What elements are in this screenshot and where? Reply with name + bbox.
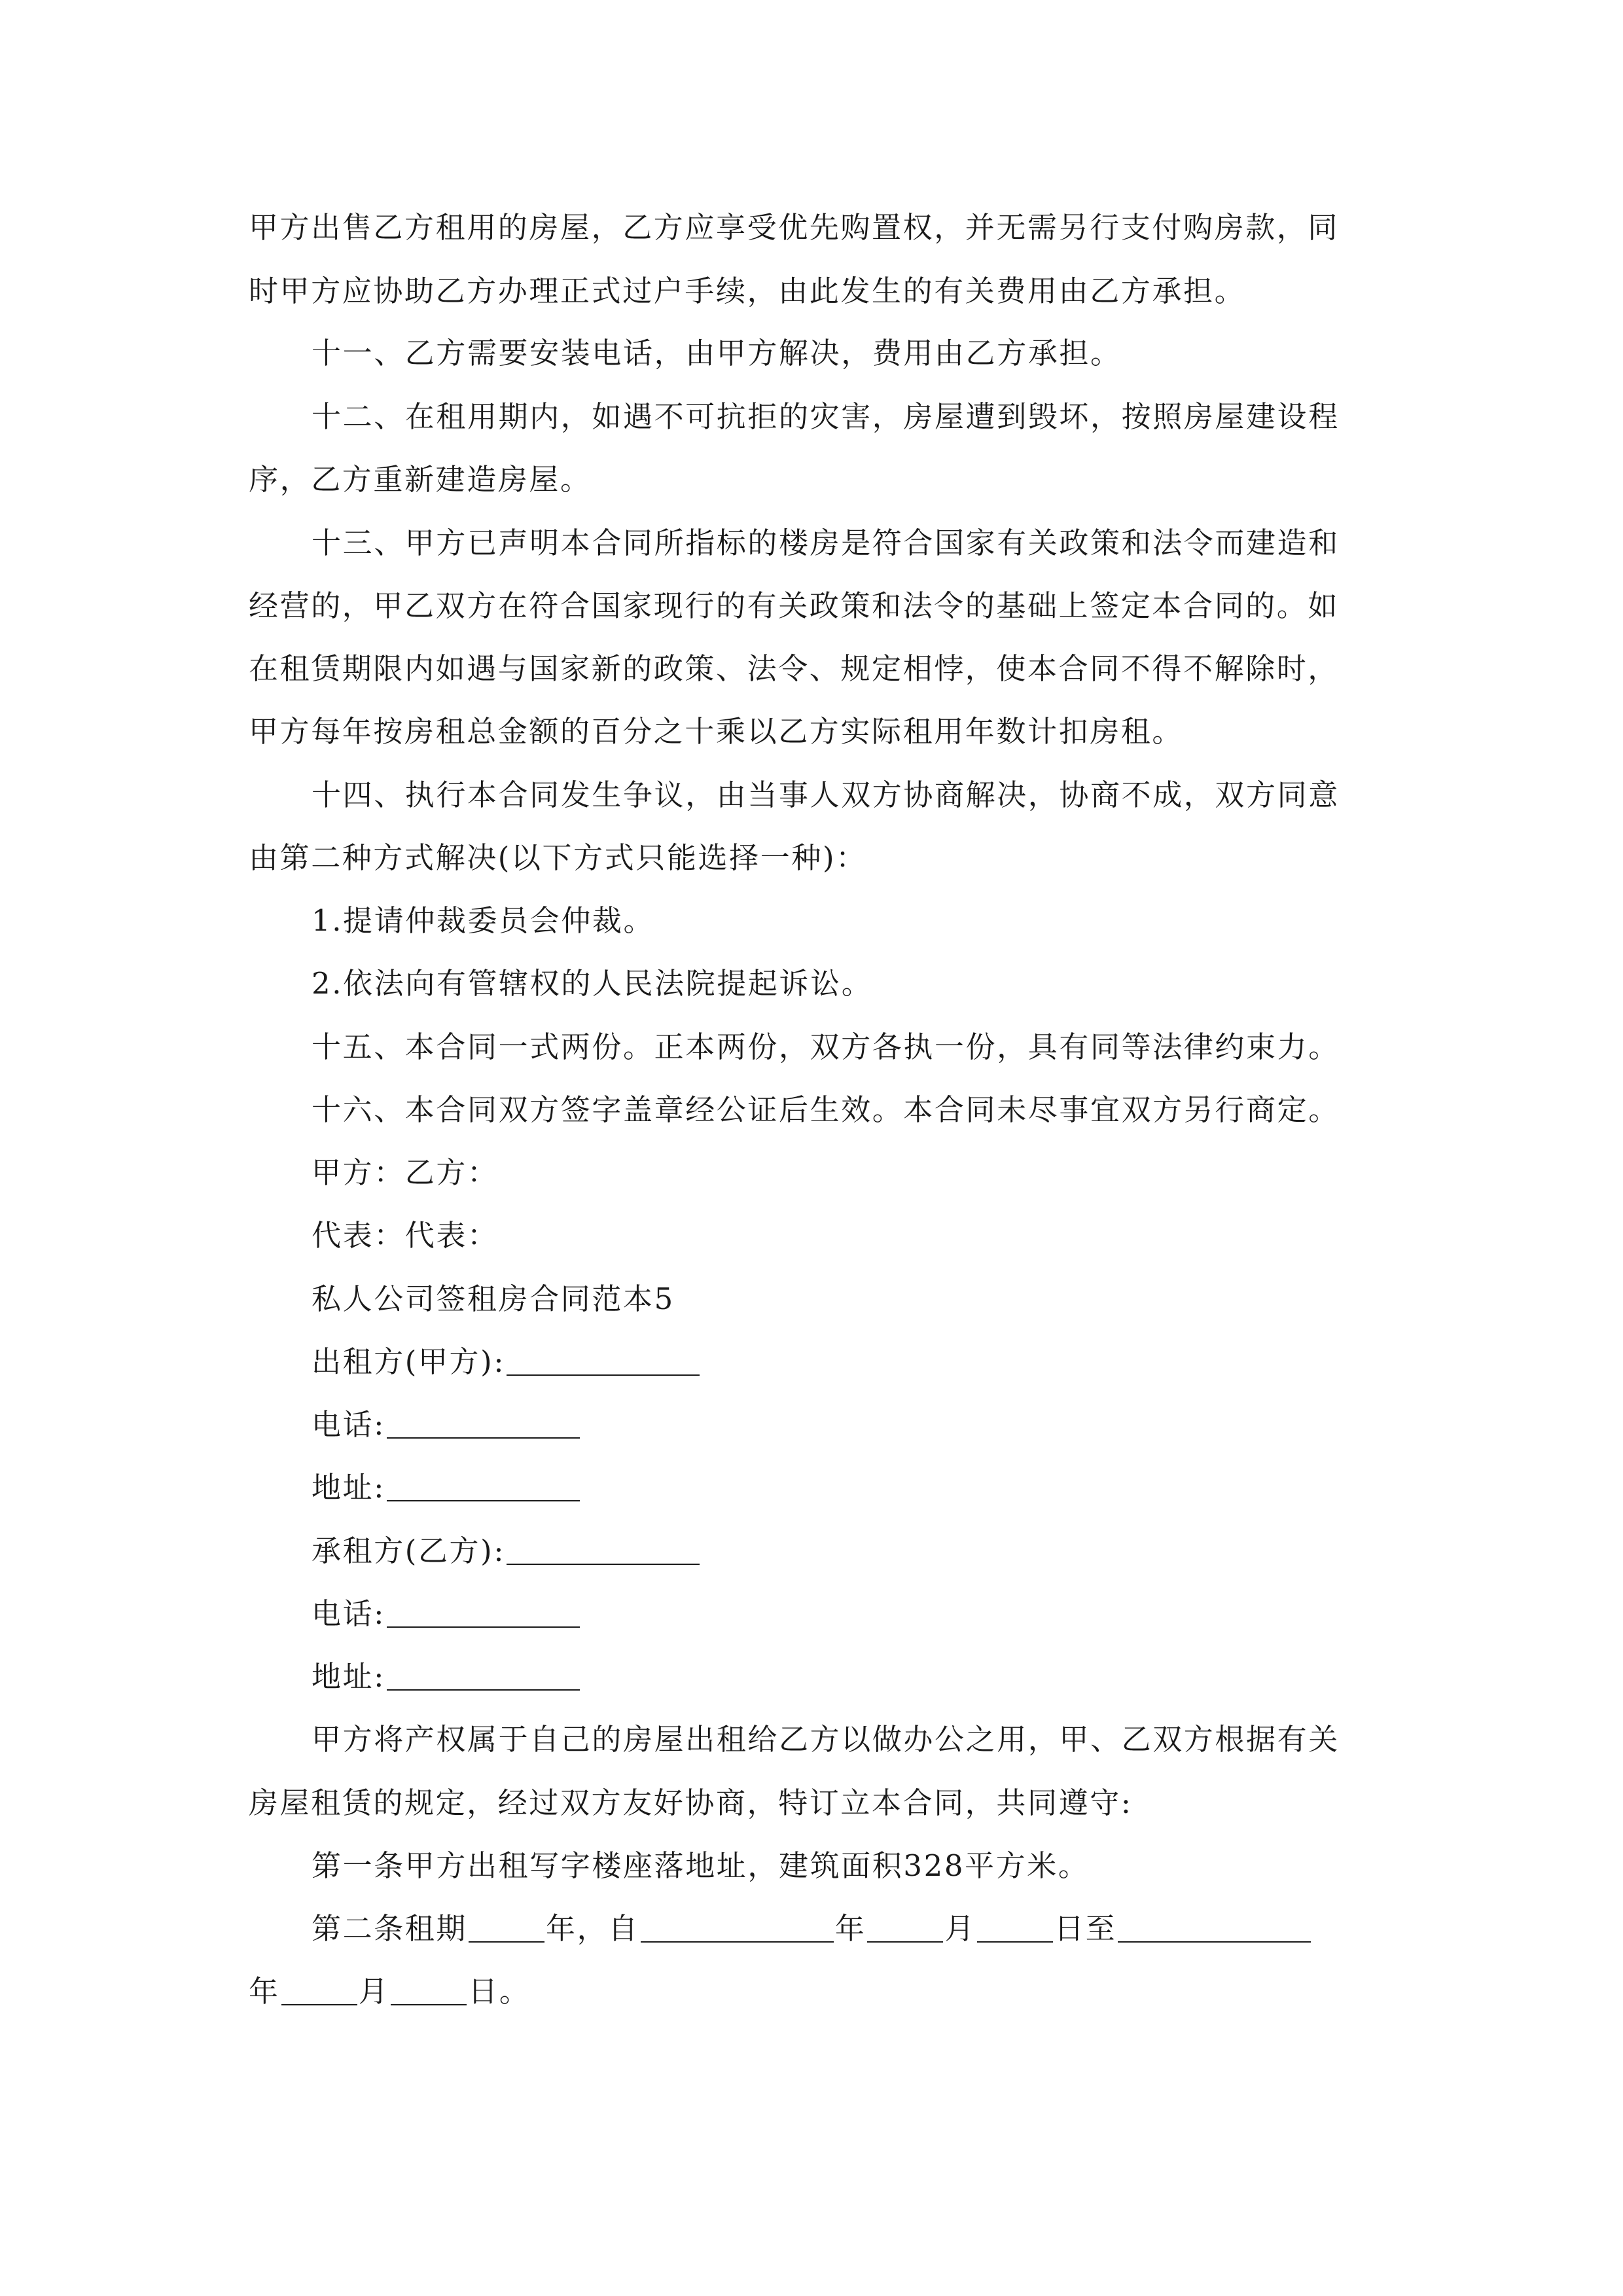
lessee-address-label: 地址: <box>312 1659 385 1694</box>
start-year-label: 年 <box>834 1911 866 1946</box>
paragraph-purchase-right-line2: 时甲方应协助乙方办理正式过户手续，由此发生的有关费用由乙方承担。 <box>249 274 1246 308</box>
end-day-label: 日。 <box>468 1974 531 2009</box>
lessee-address-field <box>312 1657 581 1696</box>
start-month-label: 月 <box>944 1911 976 1946</box>
clause-11: 十一、乙方需要安装电话，由甲方解决，费用由乙方承担。 <box>312 336 1122 370</box>
clause-12-line1: 十二、在租用期内，如遇不可抗拒的灾害，房屋遭到毁坏，按照房屋建设程 <box>312 399 1340 434</box>
section-title: 私人公司签租房合同范本5 <box>312 1282 675 1316</box>
clause-16: 十六、本合同双方签字盖章经公证后生效。本合同未尽事宜双方另行商定。 <box>312 1092 1340 1127</box>
lessee-label: 承租方(乙方): <box>312 1534 506 1568</box>
lessor-phone-label: 电话: <box>312 1407 385 1442</box>
start-month-blank[interactable] <box>867 1912 943 1943</box>
signature-representatives: 代表：代表： <box>312 1218 499 1253</box>
start-day-to-label: 日至 <box>1054 1911 1117 1946</box>
clause-14-line2: 由第二种方式解决(以下方式只能选择一种)： <box>249 840 867 875</box>
end-month-blank[interactable] <box>281 1975 357 2005</box>
lessor-label: 出租方(甲方): <box>312 1344 506 1379</box>
article-2-line2 <box>249 1972 530 2011</box>
lessor-address-blank[interactable] <box>387 1471 580 1501</box>
clause-12-line2: 序，乙方重新建造房屋。 <box>249 462 592 497</box>
term-label: 第二条租期 <box>312 1911 468 1946</box>
paragraph-purchase-right-line1: 甲方出售乙方租用的房屋，乙方应享受优先购置权，并无需另行支付购房款，同 <box>249 210 1340 245</box>
clause-15: 十五、本合同一式两份。正本两份，双方各执一份，具有同等法律约束力。 <box>312 1030 1340 1064</box>
start-day-blank[interactable] <box>977 1912 1053 1943</box>
lessee-blank[interactable] <box>507 1535 700 1565</box>
lessor-address-field <box>312 1468 581 1507</box>
lessee-address-blank[interactable] <box>387 1660 580 1691</box>
article-1: 第一条甲方出租写字楼座落地址，建筑面积328平方米。 <box>312 1848 1090 1883</box>
end-year-blank-part[interactable] <box>1118 1912 1311 1943</box>
lessor-phone-blank[interactable] <box>387 1408 580 1439</box>
lessee-phone-field <box>312 1594 581 1634</box>
dispute-option-1: 1.提请仲裁委员会仲裁。 <box>312 903 655 938</box>
term-from-label: 年，自 <box>546 1911 639 1946</box>
lessor-blank[interactable] <box>507 1346 700 1376</box>
lessee-phone-blank[interactable] <box>387 1598 580 1628</box>
clause-13-line1: 十三、甲方已声明本合同所指标的楼房是符合国家有关政策和法令而建造和 <box>312 526 1340 560</box>
end-month-label: 月 <box>358 1974 390 2009</box>
start-year-blank[interactable] <box>641 1912 834 1943</box>
lessee-field <box>312 1532 701 1571</box>
lessor-field <box>312 1342 701 1382</box>
end-day-blank[interactable] <box>391 1975 467 2005</box>
end-year-label: 年 <box>249 1974 280 2009</box>
clause-13-line2: 经营的，甲乙双方在符合国家现行的有关政策和法令的基础上签定本合同的。如 <box>249 588 1340 623</box>
lessor-address-label: 地址: <box>312 1470 385 1505</box>
lessor-phone-field <box>312 1405 581 1444</box>
signature-parties: 甲方：乙方： <box>312 1155 499 1190</box>
clause-13-line3: 在租赁期限内如遇与国家新的政策、法令、规定相悖，使本合同不得不解除时， <box>249 651 1340 686</box>
clause-13-line4: 甲方每年按房租总金额的百分之十乘以乙方实际租用年数计扣房租。 <box>249 714 1184 749</box>
lessee-phone-label: 电话: <box>312 1596 385 1631</box>
term-years-blank[interactable] <box>469 1912 544 1943</box>
preamble-line1: 甲方将产权属于自己的房屋出租给乙方以做办公之用，甲、乙双方根据有关 <box>312 1722 1340 1757</box>
dispute-option-2: 2.依法向有管辖权的人民法院提起诉讼。 <box>312 966 873 1001</box>
clause-14-line1: 十四、执行本合同发生争议，由当事人双方协商解决，协商不成，双方同意 <box>312 778 1340 812</box>
article-2-line1 <box>312 1909 1312 1948</box>
preamble-line2: 房屋租赁的规定，经过双方友好协商，特订立本合同，共同遵守: <box>249 1785 1133 1820</box>
